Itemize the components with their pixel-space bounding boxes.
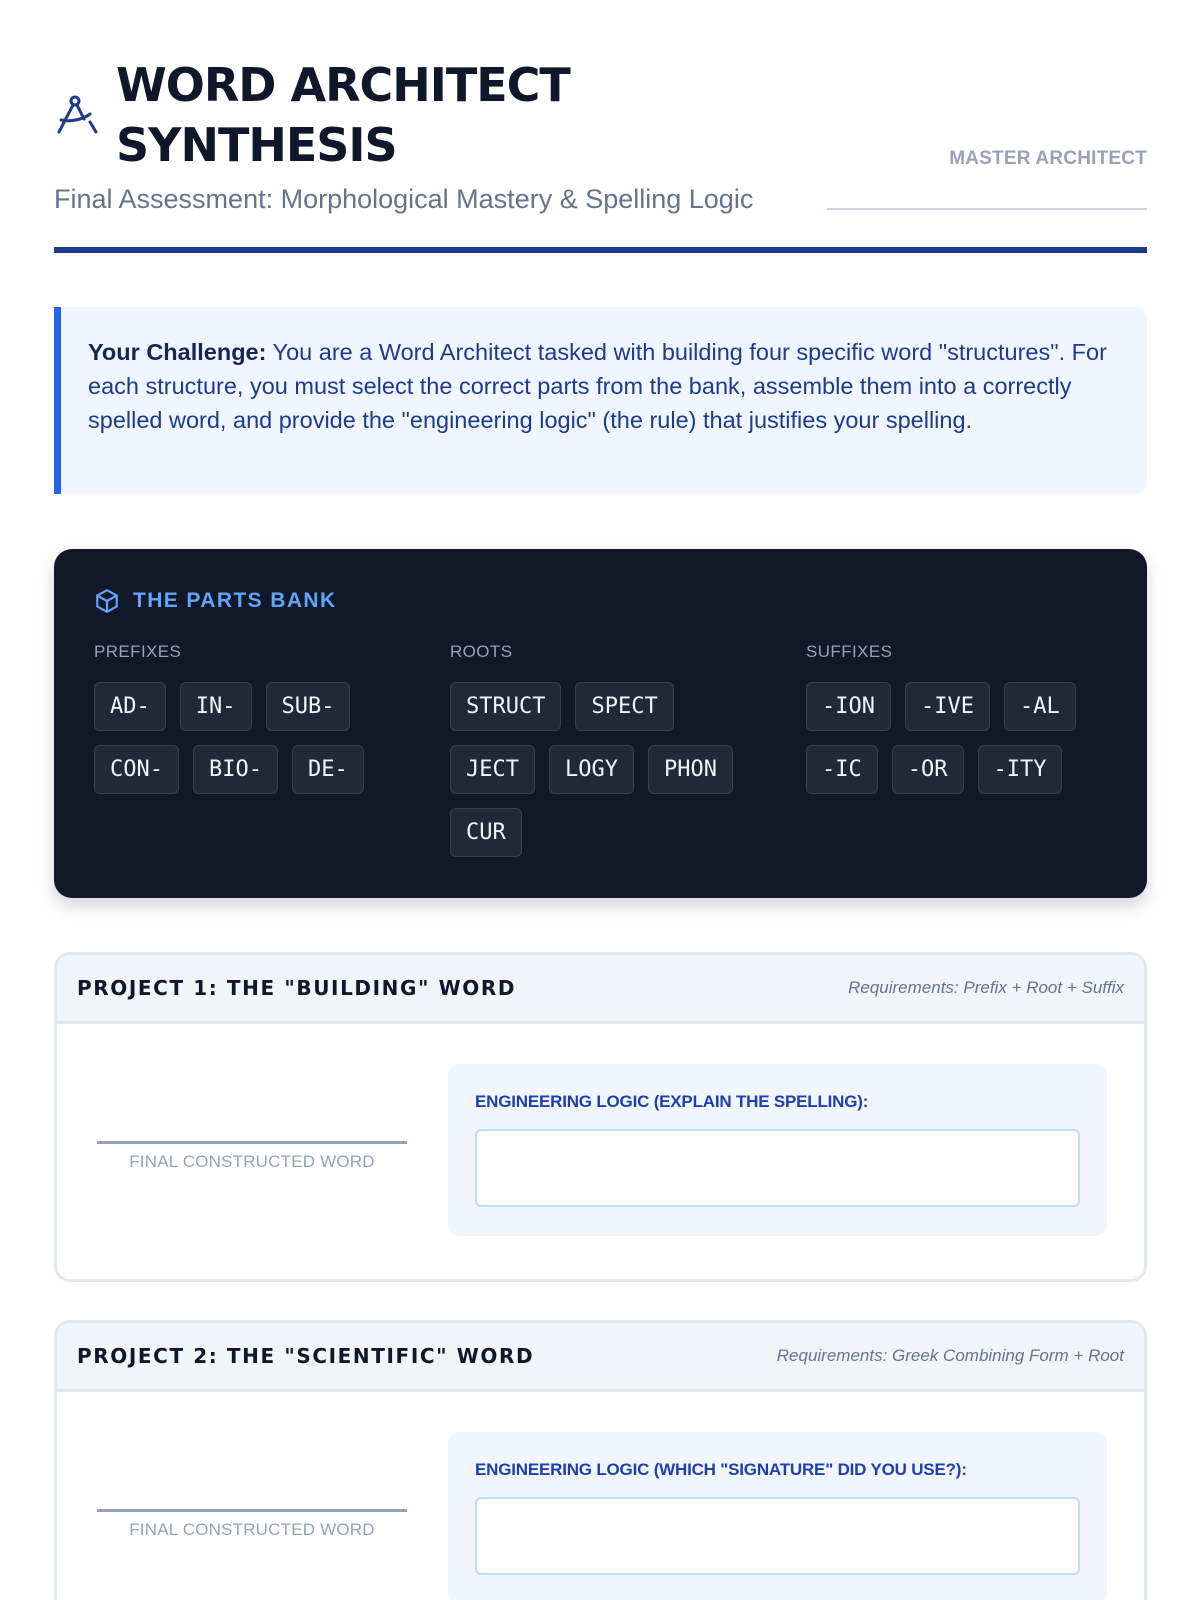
engineering-logic-panel [448, 1064, 1107, 1236]
suffix-chip[interactable]: -IVE [905, 682, 990, 731]
prefix-chip[interactable]: IN- [180, 682, 252, 731]
engineering-logic-label: ENGINEERING LOGIC (EXPLAIN THE SPELLING): [475, 1092, 869, 1111]
constructed-word-line[interactable] [97, 1141, 407, 1144]
engineering-logic-input[interactable] [475, 1497, 1080, 1575]
parts-bank [54, 549, 1147, 898]
page-subtitle: Final Assessment: Morphological Mastery & Spelling Logic [54, 184, 754, 214]
rank-block [827, 148, 1147, 210]
root-chip[interactable]: LOGY [549, 745, 634, 794]
prefix-chips [94, 682, 414, 794]
suffix-chip[interactable]: -ION [806, 682, 891, 731]
header [54, 0, 1147, 255]
suffix-chips [806, 682, 1126, 794]
project-requirements: Requirements: Prefix + Root + Suffix [848, 978, 1124, 997]
parts-bank-title: THE PARTS BANK [133, 589, 337, 612]
parts-bank-heading [94, 588, 1107, 614]
suffix-chip[interactable]: -IC [806, 745, 878, 794]
prefix-chip[interactable]: BIO- [193, 745, 278, 794]
root-chip[interactable]: STRUCT [450, 682, 561, 731]
prefix-chip[interactable]: CON- [94, 745, 179, 794]
worksheet-page [54, 0, 1147, 1539]
prefix-chip[interactable]: SUB- [266, 682, 351, 731]
project-requirements: Requirements: Greek Combining Form + Root [776, 1346, 1124, 1365]
title-line-2: SYNTHESIS [116, 118, 397, 172]
root-chip[interactable]: PHON [648, 745, 733, 794]
suffix-chip[interactable]: -ITY [978, 745, 1063, 794]
project-header [57, 1323, 1144, 1392]
project-title: PROJECT 2: THE "SCIENTIFIC" WORD [77, 1344, 535, 1368]
root-chip[interactable]: CUR [450, 808, 522, 857]
rank-label: MASTER ARCHITECT [949, 148, 1147, 169]
rank-name-line[interactable] [827, 208, 1147, 210]
title-line-1: WORD ARCHITECT [116, 58, 570, 112]
root-chips [450, 682, 770, 857]
constructed-word-caption: FINAL CONSTRUCTED WORD [129, 1152, 375, 1171]
cube-icon [94, 588, 120, 614]
project-header [57, 955, 1144, 1024]
project-title: PROJECT 1: THE "BUILDING" WORD [77, 976, 517, 1000]
prefix-chip[interactable]: AD- [94, 682, 166, 731]
drafting-compass-icon [54, 92, 100, 138]
roots-column [450, 642, 770, 857]
challenge-lead: Your Challenge: [88, 339, 267, 365]
page-title [116, 55, 756, 175]
prefixes-column [94, 642, 414, 794]
prefix-chip[interactable]: DE- [292, 745, 364, 794]
engineering-logic-label: ENGINEERING LOGIC (WHICH "SIGNATURE" DID YOU USE?): [475, 1460, 967, 1479]
root-chip[interactable]: SPECT [575, 682, 673, 731]
suffix-chip[interactable]: -OR [892, 745, 964, 794]
engineering-logic-panel [448, 1432, 1107, 1600]
suffixes-label: SUFFIXES [806, 642, 893, 661]
engineering-logic-input[interactable] [475, 1129, 1080, 1207]
root-chip[interactable]: JECT [450, 745, 535, 794]
project-card-1 [54, 952, 1147, 1282]
header-divider [54, 247, 1147, 253]
challenge-callout [54, 307, 1147, 494]
constructed-word-line[interactable] [97, 1509, 407, 1512]
constructed-word-caption: FINAL CONSTRUCTED WORD [129, 1520, 375, 1539]
project-body [57, 1392, 1144, 1600]
prefixes-label: PREFIXES [94, 642, 182, 661]
roots-label: ROOTS [450, 642, 513, 661]
challenge-text: You are a Word Architect tasked with building four specific word "structures". For each structure, you must select the correct parts from the bank, assemble them into a correctly spelled word, and provide the "engineering logic" (the rule) that justifies your spelling. [88, 339, 1107, 433]
suffix-chip[interactable]: -AL [1004, 682, 1076, 731]
project-card-2 [54, 1320, 1147, 1600]
project-body [57, 1024, 1144, 1277]
suffixes-column [806, 642, 1126, 794]
